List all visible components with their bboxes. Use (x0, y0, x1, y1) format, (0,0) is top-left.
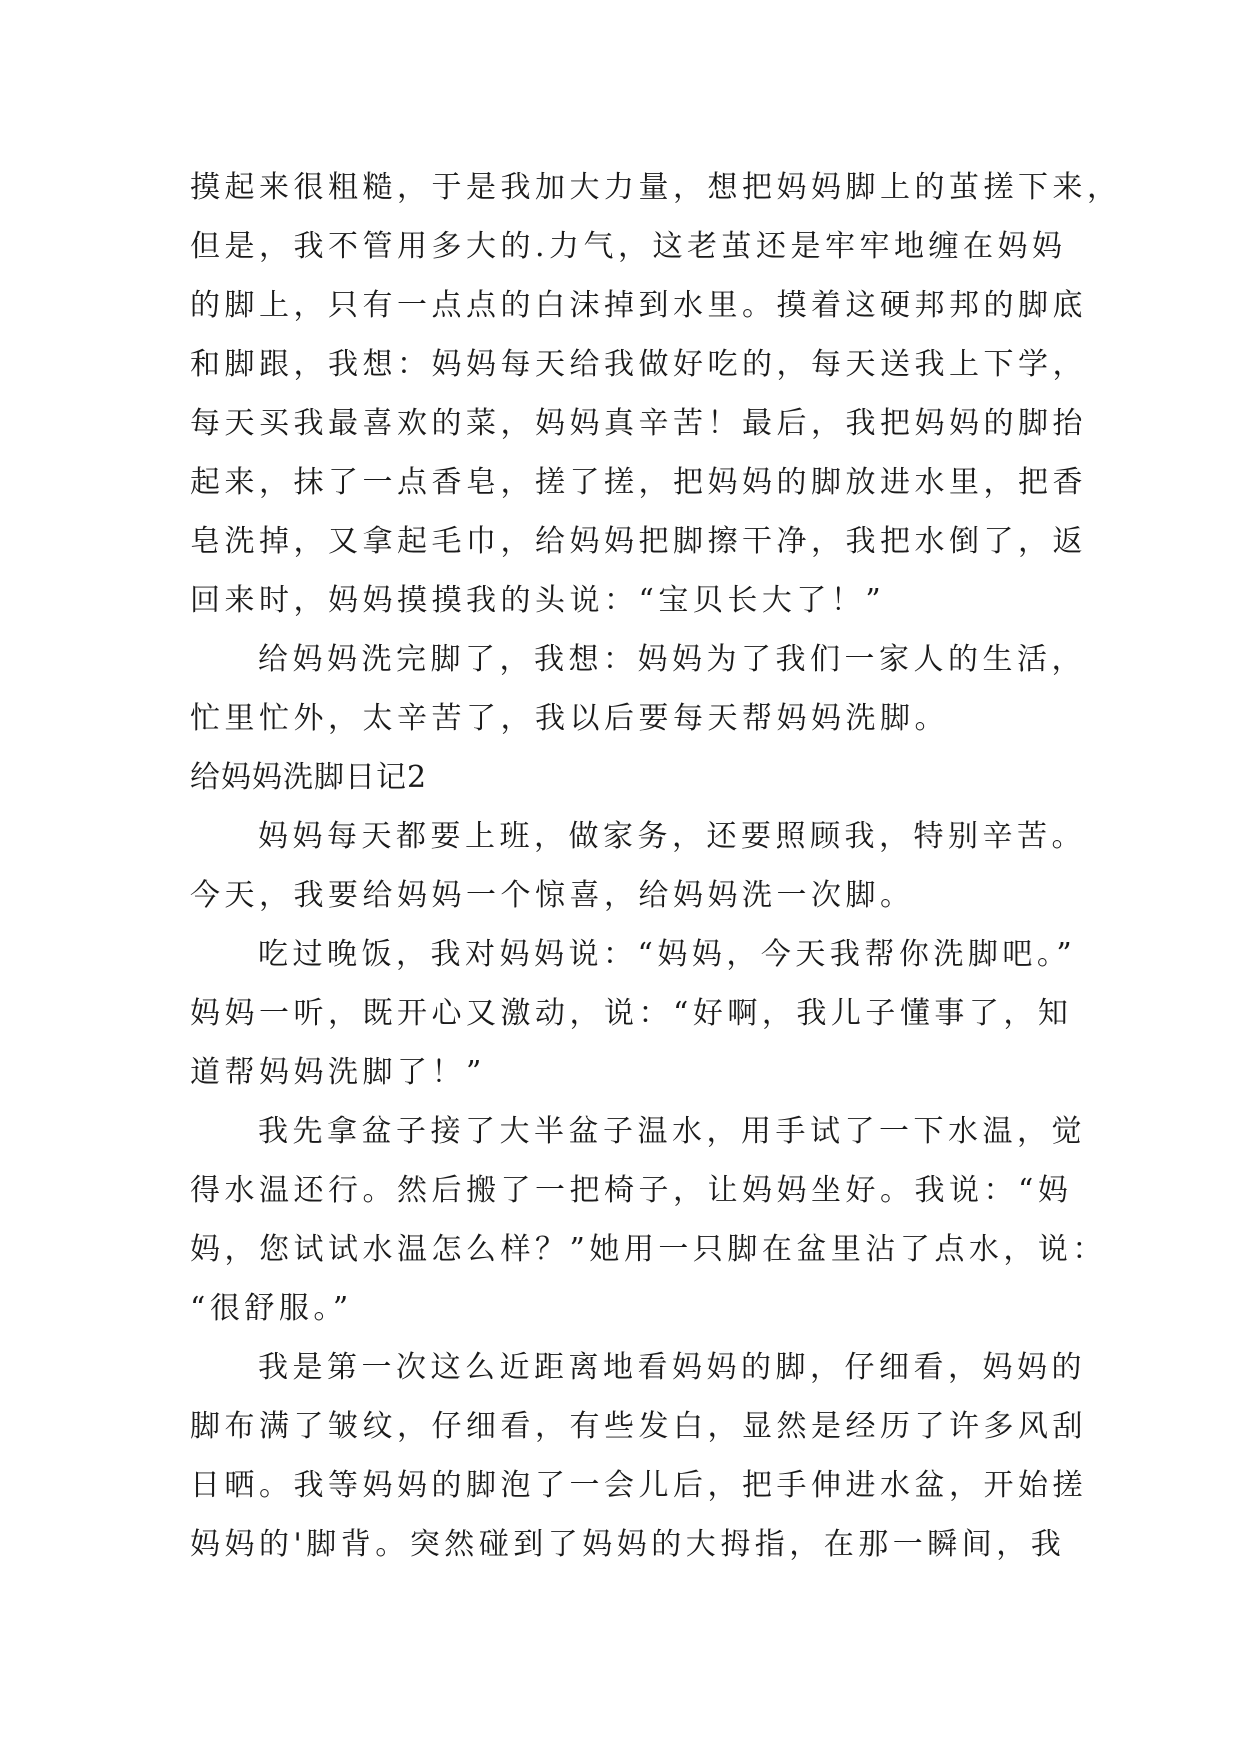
text-line: 我先拿盆子接了大半盆子温水，用手试了一下水温，觉 (258, 1114, 1086, 1149)
text-line: 忙里忙外，太辛苦了，我以后要每天帮妈妈洗脚。 (190, 701, 949, 736)
text-line: 我是第一次这么近距离地看妈妈的脚，仔细看，妈妈的 (258, 1350, 1086, 1385)
text-line: 道帮妈妈洗脚了！” (190, 1055, 486, 1090)
text-line: 摸起来很粗糙，于是我加大力量，想把妈妈脚上的茧搓下来， (190, 170, 1122, 205)
text-line: 回来时，妈妈摸摸我的头说：“宝贝长大了！” (190, 583, 886, 618)
text-line: 日晒。我等妈妈的脚泡了一会儿后，把手伸进水盆，开始搓 (190, 1468, 1087, 1503)
text-line: 但是，我不管用多大的.力气，这老茧还是牢牢地缠在妈妈 (190, 229, 1067, 264)
text-line: 得水温还行。然后搬了一把椅子，让妈妈坐好。我说：“妈 (190, 1173, 1073, 1208)
text-line: 妈，您试试水温怎么样？”她用一只脚在盆里沾了点水，说： (190, 1232, 1107, 1267)
text-line: 皂洗掉，又拿起毛巾，给妈妈把脚擦干净，我把水倒了，返 (190, 524, 1087, 559)
text-line: 妈妈的'脚背。突然碰到了妈妈的大拇指，在那一瞬间，我 (190, 1527, 1066, 1562)
text-line: 起来，抹了一点香皂，搓了搓，把妈妈的脚放进水里，把香 (190, 465, 1087, 500)
text-line: 妈妈每天都要上班，做家务，还要照顾我，特别辛苦。 (258, 819, 1086, 854)
text-line: 妈妈一听，既开心又激动，说：“好啊，我儿子懂事了，知 (190, 996, 1073, 1031)
text-line: 脚布满了皱纹，仔细看，有些发白，显然是经历了许多风刮 (190, 1409, 1087, 1444)
text-line: “很舒服。” (190, 1291, 353, 1326)
text-line: 和脚跟，我想：妈妈每天给我做好吃的，每天送我上下学， (190, 347, 1087, 382)
text-line: 吃过晚饭，我对妈妈说：“妈妈，今天我帮你洗脚吧。” (258, 937, 1077, 972)
text-line: 给妈妈洗完脚了，我想：妈妈为了我们一家人的生活， (258, 642, 1086, 677)
section-heading: 给妈妈洗脚日记2 (190, 760, 428, 795)
text-line: 今天，我要给妈妈一个惊喜，给妈妈洗一次脚。 (190, 878, 915, 913)
text-line: 每天买我最喜欢的菜，妈妈真辛苦！最后，我把妈妈的脚抬 (190, 406, 1087, 441)
document-body (190, 158, 1122, 1574)
text-line: 的脚上，只有一点点的白沫掉到水里。摸着这硬邦邦的脚底 (190, 288, 1087, 323)
